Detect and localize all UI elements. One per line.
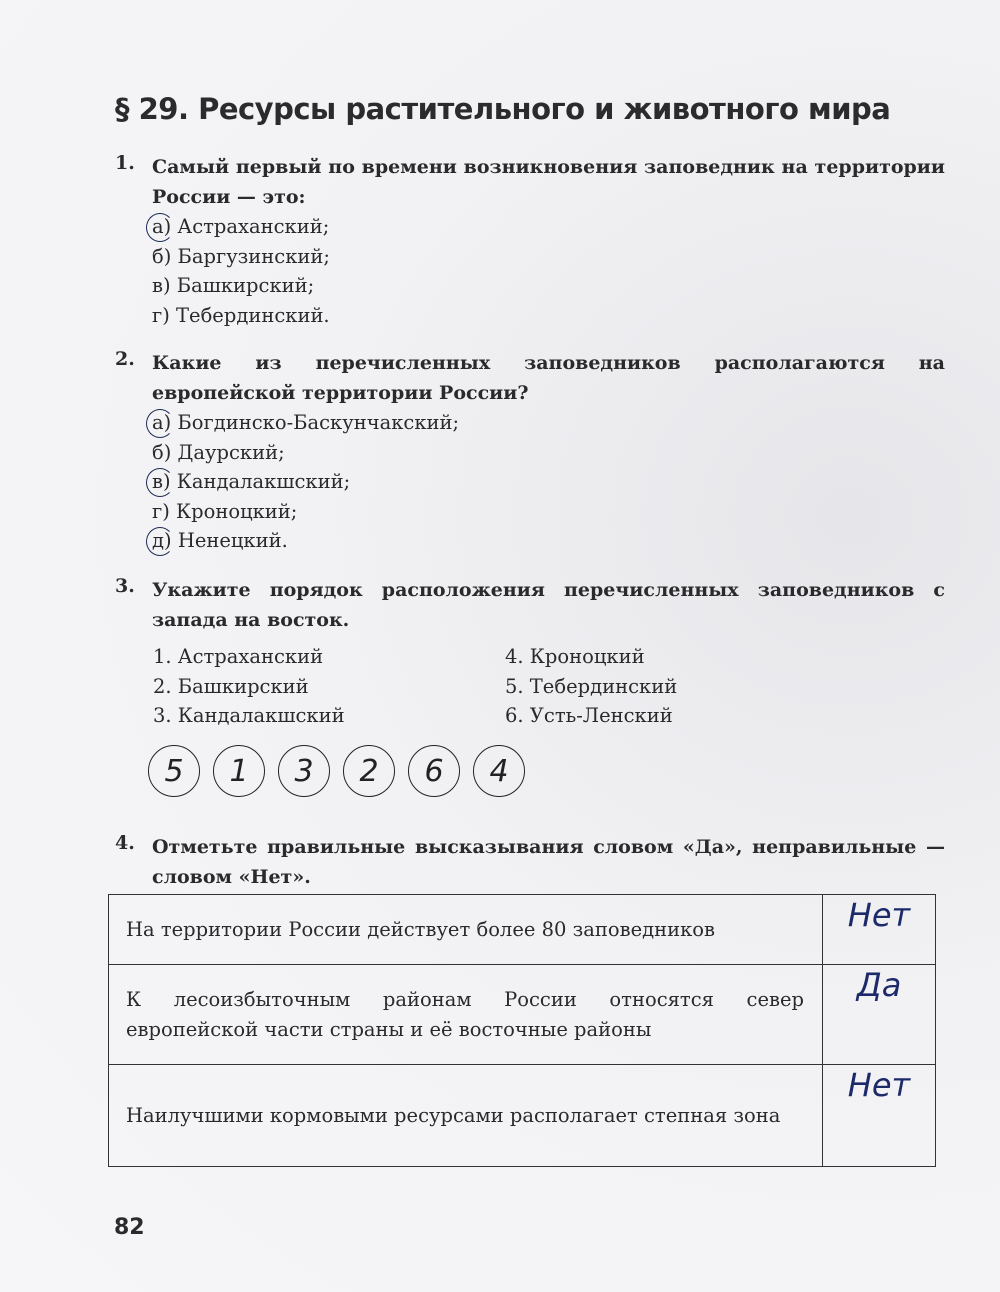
reserve-item: 3. Кандалакшский	[153, 704, 345, 727]
reserve-item: 6. Усть-Ленский	[505, 704, 673, 727]
answer-circle[interactable]: 3	[278, 745, 330, 797]
option-a[interactable]: а) Астраханский;	[152, 212, 945, 242]
question-text: Отметьте правильные высказывания словом «Да», неправильные — словом «Нет».	[152, 836, 945, 888]
option-c[interactable]: в) Кандалакшский;	[152, 467, 945, 497]
question-number: 3.	[115, 575, 135, 597]
reserve-item: 4. Кроноцкий	[505, 645, 645, 668]
question-3	[115, 575, 945, 635]
question-text: Какие из перечисленных заповедников располагаются на европейской территории России?	[152, 352, 945, 404]
question-number: 1.	[115, 152, 135, 174]
statement-text: На территории России действует более 80 заповедников	[109, 895, 823, 965]
option-b[interactable]: б) Даурский;	[152, 440, 285, 464]
answer-circle[interactable]: 5	[148, 745, 200, 797]
question-2	[115, 348, 945, 556]
table-row	[109, 965, 936, 1065]
question-4	[115, 832, 945, 892]
option-e[interactable]: д) Ненецкий.	[152, 526, 945, 556]
answer-circle[interactable]: 1	[213, 745, 265, 797]
section-title: § 29. Ресурсы растительного и животного мира	[115, 92, 891, 126]
statement-text: Наилучшими кормовыми ресурсами располагает степная зона	[109, 1065, 823, 1167]
question-number: 2.	[115, 348, 135, 370]
option-a[interactable]: а) Богдинско-Баскунчакский;	[152, 408, 945, 438]
answer-circle[interactable]: 4	[473, 745, 525, 797]
question-number: 4.	[115, 832, 135, 854]
circle-mark-icon	[146, 409, 174, 438]
option-b[interactable]: б) Баргузинский;	[152, 244, 330, 268]
page-number: 82	[114, 1215, 145, 1240]
circle-mark-icon	[146, 213, 174, 242]
table-row	[109, 895, 936, 965]
option-d[interactable]: г) Тебердинский.	[152, 303, 330, 327]
statement-text: К лесоизбыточным районам России относятся север европейской части страны и её восточные районы	[109, 965, 823, 1065]
reserve-item: 5. Тебердинский	[505, 674, 678, 698]
reserves-list	[153, 642, 713, 731]
answer-cell[interactable]: Нет	[823, 1065, 936, 1167]
question-text: Самый первый по времени возникновения заповедник на территории России — это:	[152, 156, 945, 208]
answer-circle[interactable]: 2	[343, 745, 395, 797]
answer-circle[interactable]: 6	[408, 745, 460, 797]
circle-mark-icon	[146, 527, 174, 556]
order-answer-boxes	[148, 745, 525, 797]
question-text: Укажите порядок расположения перечисленных заповедников с запада на восток.	[152, 579, 945, 631]
reserve-item: 2. Башкирский	[153, 674, 309, 698]
option-d[interactable]: г) Кроноцкий;	[152, 499, 298, 523]
circle-mark-icon	[146, 468, 174, 497]
answer-cell[interactable]: Нет	[823, 895, 936, 965]
question-1	[115, 152, 945, 330]
statements-table	[108, 894, 936, 1167]
table-row	[109, 1065, 936, 1167]
answer-cell[interactable]: Да	[823, 965, 936, 1065]
option-c[interactable]: в) Башкирский;	[152, 274, 315, 297]
reserve-item: 1. Астраханский	[153, 645, 324, 668]
